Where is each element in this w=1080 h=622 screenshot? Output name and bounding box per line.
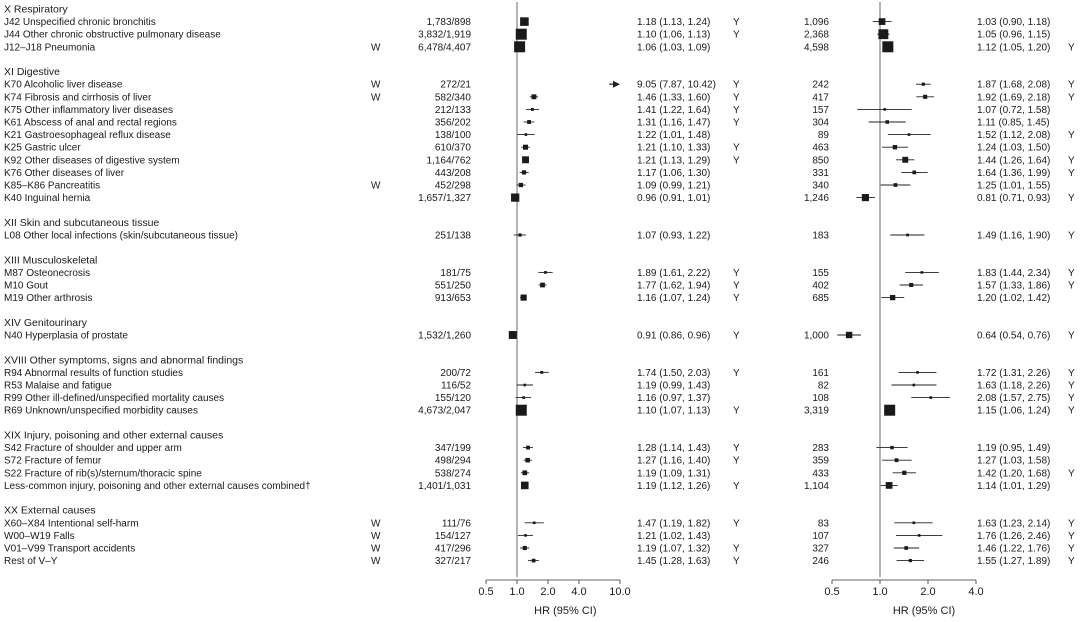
hr-ci-right: 1.27 (1.03, 1.58) [977, 455, 1051, 467]
row-label: K25 Gastric ulcer [4, 142, 81, 154]
hr-ci-left: 1.45 (1.28, 1.63) [637, 556, 711, 568]
hr-ci-left: 1.21 (1.13, 1.29) [637, 155, 711, 167]
row-label: K61 Abscess of anal and rectal regions [4, 117, 177, 129]
events-left: 610/370 [434, 142, 471, 154]
row-label: K76 Other diseases of liver [4, 167, 125, 179]
sig-flag-right: Y [1068, 405, 1075, 417]
hr-ci-left: 1.18 (1.13, 1.24) [637, 17, 711, 29]
sig-flag-left: Y [733, 29, 740, 41]
sig-flag-left: Y [733, 293, 740, 305]
events-left: 538/274 [434, 468, 471, 480]
sig-flag-right: Y [1068, 42, 1075, 54]
events-right: 4,598 [803, 42, 829, 54]
ci-arrow [613, 81, 620, 88]
events-right: 417 [812, 92, 829, 104]
hr-marker [522, 170, 526, 174]
sig-flag-left: Y [733, 280, 740, 292]
w-flag: W [371, 556, 381, 568]
sig-flag-left: Y [733, 155, 740, 167]
x-tick-label: 1.0 [872, 586, 888, 598]
events-right: 1,000 [803, 330, 829, 342]
hr-marker [918, 534, 921, 537]
hr-marker [878, 29, 888, 39]
events-right: 433 [812, 468, 829, 480]
hr-ci-right: 0.64 (0.54, 0.76) [977, 330, 1051, 342]
events-left: 138/100 [434, 130, 471, 142]
x-axis-label: HR (95% CI) [534, 605, 597, 617]
events-left: 417/296 [434, 543, 471, 555]
hr-ci-right: 1.42 (1.20, 1.68) [977, 468, 1051, 480]
hr-ci-left: 1.16 (0.97, 1.37) [637, 393, 711, 405]
hr-ci-right: 1.83 (1.44, 2.34) [977, 267, 1051, 279]
hr-ci-left: 1.89 (1.61, 2.22) [637, 267, 711, 279]
hr-ci-left: 1.47 (1.19, 1.82) [637, 518, 711, 530]
events-right: 1,246 [803, 193, 829, 205]
hr-ci-left: 1.28 (1.14, 1.43) [637, 443, 711, 455]
sig-flag-left: Y [733, 367, 740, 379]
hr-marker [886, 482, 893, 489]
events-left: 913/653 [434, 293, 471, 305]
events-left: 154/127 [434, 530, 471, 542]
sig-flag-left: Y [733, 480, 740, 492]
events-right: 82 [817, 380, 829, 392]
w-flag: W [371, 518, 381, 530]
hr-ci-left: 1.74 (1.50, 2.03) [637, 367, 711, 379]
events-right: 3,319 [803, 405, 829, 417]
hr-marker [862, 194, 869, 201]
x-tick-label: 1.0 [509, 586, 525, 598]
hr-ci-left: 1.31 (1.16, 1.47) [637, 117, 711, 129]
hr-ci-right: 1.63 (1.18, 2.26) [977, 380, 1051, 392]
sig-flag-left: Y [733, 142, 740, 154]
sig-flag-right: Y [1068, 543, 1075, 555]
hr-marker [895, 458, 899, 462]
sig-flag-right: Y [1068, 92, 1075, 104]
w-flag: W [371, 180, 381, 192]
hr-marker [890, 295, 895, 300]
events-left: 1,657/1,327 [418, 193, 471, 205]
sig-flag-left: Y [733, 405, 740, 417]
events-right: 155 [812, 267, 829, 279]
hr-ci-right: 1.52 (1.12, 2.08) [977, 130, 1051, 142]
hr-ci-left: 1.27 (1.16, 1.40) [637, 455, 711, 467]
hr-marker [922, 83, 925, 86]
hr-ci-right: 1.11 (0.85, 1.45) [977, 117, 1050, 129]
events-right: 331 [812, 167, 829, 179]
events-right: 183 [812, 230, 829, 242]
events-right: 359 [812, 455, 829, 467]
hr-marker [523, 384, 526, 387]
events-left: 272/21 [440, 79, 471, 91]
hr-ci-left: 1.16 (1.07, 1.24) [637, 293, 711, 305]
events-right: 2,368 [803, 29, 829, 41]
events-left: 4,673/2,047 [418, 405, 471, 417]
sig-flag-right: Y [1068, 518, 1075, 530]
sig-flag-right: Y [1068, 155, 1075, 167]
hr-ci-left: 0.91 (0.86, 0.96) [637, 330, 711, 342]
hr-marker [514, 41, 525, 52]
row-label: K85–K86 Pancreatitis [4, 180, 101, 192]
hr-ci-right: 1.87 (1.68, 2.08) [977, 79, 1051, 91]
hr-ci-left: 9.05 (7.87, 10.42) [637, 79, 716, 91]
events-left: 498/294 [434, 455, 471, 467]
hr-marker [518, 233, 521, 236]
hr-marker [846, 332, 852, 338]
events-left: 582/340 [434, 92, 471, 104]
events-left: 251/138 [434, 230, 471, 242]
x-tick-label: 10.0 [609, 586, 631, 598]
row-label: J44 Other chronic obstructive pulmonary disease [4, 29, 221, 41]
hr-marker [916, 371, 919, 374]
hr-ci-right: 1.57 (1.33, 1.86) [977, 280, 1051, 292]
hr-ci-left: 1.19 (1.09, 1.31) [637, 468, 711, 480]
events-right: 850 [812, 155, 829, 167]
hr-marker [531, 108, 534, 111]
hr-marker [544, 271, 547, 274]
events-right: 242 [812, 79, 829, 91]
sig-flag-right: Y [1068, 530, 1075, 542]
events-left: 452/298 [434, 180, 471, 192]
hr-marker [923, 95, 927, 99]
hr-ci-left: 1.09 (0.99, 1.21) [637, 180, 711, 192]
hr-marker [516, 29, 527, 40]
x-tick-label: 0.5 [824, 586, 840, 598]
events-left: 212/133 [434, 104, 471, 116]
hr-ci-right: 1.72 (1.31, 2.26) [977, 367, 1051, 379]
hr-ci-right: 0.81 (0.71, 0.93) [977, 193, 1051, 205]
hr-ci-right: 1.15 (1.06, 1.24) [977, 405, 1051, 417]
sig-flag-left: Y [733, 17, 740, 29]
hr-marker [912, 171, 916, 175]
row-label: Rest of V–Y [4, 556, 58, 568]
sig-flag-right: Y [1068, 79, 1075, 91]
hr-ci-left: 1.19 (1.12, 1.26) [637, 480, 711, 492]
x-axis-label: HR (95% CI) [892, 605, 956, 617]
sig-flag-left: Y [733, 455, 740, 467]
events-left: 356/202 [434, 117, 471, 129]
hr-marker [519, 183, 523, 187]
sig-flag-left: Y [733, 79, 740, 91]
hr-marker [540, 371, 543, 374]
events-right: 108 [812, 393, 829, 405]
hr-marker [524, 534, 527, 537]
row-label: R69 Unknown/unspecified morbidity causes [4, 405, 198, 417]
hr-marker [913, 522, 916, 525]
hr-marker [883, 108, 886, 111]
hr-marker [533, 522, 536, 525]
events-left: 551/250 [434, 280, 471, 292]
events-right: 463 [812, 142, 829, 154]
hr-marker [885, 120, 889, 124]
sig-flag-left: Y [733, 443, 740, 455]
sig-flag-left: Y [733, 267, 740, 279]
row-label: L08 Other local infections (skin/subcutaneous tissue) [4, 230, 239, 242]
group-title: XVIII Other symptoms, signs and abnormal findings [4, 354, 244, 367]
sig-flag-left: Y [733, 518, 740, 530]
events-right: 340 [812, 180, 829, 192]
events-left: 181/75 [440, 267, 471, 279]
w-flag: W [371, 42, 381, 54]
row-label: V01–V99 Transport accidents [4, 543, 136, 555]
sig-flag-left: Y [733, 543, 740, 555]
x-tick-label: 4.0 [968, 586, 984, 598]
hr-marker [902, 471, 906, 475]
hr-marker [879, 18, 886, 25]
sig-flag-right: Y [1068, 267, 1075, 279]
hr-marker [908, 133, 911, 136]
hr-marker [527, 120, 531, 124]
hr-marker [526, 446, 530, 450]
events-left: 347/199 [434, 443, 471, 455]
hr-marker [516, 405, 527, 416]
hr-ci-right: 1.05 (0.96, 1.15) [977, 29, 1051, 41]
sig-flag-right: Y [1068, 367, 1075, 379]
events-right: 246 [812, 556, 829, 568]
sig-flag-right: Y [1068, 230, 1075, 242]
events-left: 327/217 [434, 556, 471, 568]
sig-flag-left: Y [733, 330, 740, 342]
hr-ci-right: 1.63 (1.23, 2.14) [977, 518, 1051, 530]
hr-marker [525, 133, 528, 136]
hr-ci-right: 1.12 (1.05, 1.20) [977, 42, 1051, 54]
hr-ci-right: 1.55 (1.27, 1.89) [977, 556, 1051, 568]
events-right: 157 [812, 104, 829, 116]
hr-marker [909, 559, 912, 562]
events-left: 1,401/1,031 [418, 480, 471, 492]
hr-ci-left: 0.96 (0.91, 1.01) [637, 193, 711, 205]
group-title: XX External causes [4, 504, 96, 517]
row-label: S72 Fracture of femur [4, 455, 102, 467]
events-right: 1,096 [803, 17, 829, 29]
hr-ci-left: 1.21 (1.10, 1.33) [637, 142, 711, 154]
events-right: 107 [812, 530, 829, 542]
hr-ci-right: 1.49 (1.16, 1.90) [977, 230, 1051, 242]
events-right: 83 [817, 518, 829, 530]
sig-flag-right: Y [1068, 393, 1075, 405]
hr-ci-right: 1.20 (1.02, 1.42) [977, 293, 1051, 305]
row-label: S22 Fracture of rib(s)/sternum/thoracic spine [4, 468, 202, 480]
hr-marker [894, 183, 898, 187]
sig-flag-right: Y [1068, 330, 1075, 342]
row-label: R94 Abnormal results of function studies [4, 367, 183, 379]
row-label: J42 Unspecified chronic bronchitis [4, 17, 156, 29]
row-label: M87 Osteonecrosis [4, 267, 91, 279]
row-label: W00–W19 Falls [4, 530, 75, 542]
x-tick-label: 2.0 [540, 586, 556, 598]
w-flag: W [371, 79, 381, 91]
group-title: XIII Musculoskeletal [4, 254, 98, 267]
hr-marker [521, 482, 529, 490]
row-label: N40 Hyperplasia of prostate [4, 330, 128, 342]
hr-ci-right: 1.92 (1.69, 2.18) [977, 92, 1051, 104]
row-label: K70 Alcoholic liver disease [4, 79, 123, 91]
x-tick-label: 2.0 [920, 586, 936, 598]
sig-flag-right: Y [1068, 167, 1075, 179]
group-title: XII Skin and subcutaneous tissue [4, 216, 160, 229]
x-tick-label: 4.0 [571, 586, 587, 598]
events-right: 89 [817, 130, 829, 142]
sig-flag-right: Y [1068, 468, 1075, 480]
hr-ci-left: 1.17 (1.06, 1.30) [637, 167, 711, 179]
sig-flag-right: Y [1068, 280, 1075, 292]
row-label: R53 Malaise and fatigue [4, 380, 112, 392]
w-flag: W [371, 543, 381, 555]
hr-ci-right: 1.14 (1.01, 1.29) [977, 480, 1051, 492]
sig-flag-left: Y [733, 556, 740, 568]
hr-marker [909, 283, 913, 287]
sig-flag-left: Y [733, 104, 740, 116]
events-left: 1,164/762 [426, 155, 471, 167]
hr-ci-left: 1.19 (1.07, 1.32) [637, 543, 711, 555]
row-label: K75 Other inflammatory liver diseases [4, 104, 173, 116]
hr-ci-right: 1.44 (1.26, 1.64) [977, 155, 1051, 167]
row-label: K21 Gastroesophageal reflux disease [4, 130, 171, 142]
hr-marker [523, 145, 528, 150]
hr-ci-right: 1.46 (1.22, 1.76) [977, 543, 1051, 555]
group-title: XIX Injury, poisoning and other external causes [4, 429, 224, 442]
events-right: 402 [812, 280, 829, 292]
row-label: M10 Gout [4, 280, 48, 292]
events-right: 1,104 [803, 480, 829, 492]
hr-ci-left: 1.06 (1.03, 1.09) [637, 42, 711, 54]
hr-ci-left: 1.22 (1.01, 1.48) [637, 130, 711, 142]
hr-ci-left: 1.19 (0.99, 1.43) [637, 380, 711, 392]
group-title: XIV Genitourinary [4, 316, 87, 329]
hr-marker [531, 94, 536, 99]
hr-ci-left: 1.41 (1.22, 1.64) [637, 104, 711, 116]
events-right: 327 [812, 543, 829, 555]
events-left: 155/120 [434, 393, 471, 405]
hr-marker [540, 283, 545, 288]
hr-marker [522, 396, 525, 399]
events-left: 6,478/4,407 [418, 42, 471, 54]
row-label: X60–X84 Intentional self-harm [4, 518, 139, 530]
hr-ci-right: 1.07 (0.72, 1.58) [977, 104, 1051, 116]
sig-flag-right: Y [1068, 130, 1075, 142]
hr-marker [522, 470, 527, 475]
hr-ci-left: 1.46 (1.33, 1.60) [637, 92, 711, 104]
hr-ci-left: 1.21 (1.02, 1.43) [637, 530, 711, 542]
hr-marker [929, 396, 932, 399]
hr-ci-right: 1.76 (1.26, 2.46) [977, 530, 1051, 542]
sig-flag-left: Y [733, 117, 740, 129]
hr-marker [913, 384, 916, 387]
row-label: M19 Other arthrosis [4, 293, 93, 305]
hr-ci-right: 1.25 (1.01, 1.55) [977, 180, 1051, 192]
hr-marker [522, 156, 529, 163]
events-left: 1,783/898 [426, 17, 471, 29]
events-left: 1,532/1,260 [418, 330, 471, 342]
row-label: R99 Other ill-defined/unspecified mortality causes [4, 393, 225, 405]
events-right: 283 [812, 443, 829, 455]
events-right: 161 [812, 367, 829, 379]
hr-marker [520, 17, 529, 26]
row-label: S42 Fracture of shoulder and upper arm [4, 443, 182, 455]
hr-marker [893, 145, 897, 149]
hr-marker [521, 295, 527, 301]
sig-flag-left: Y [733, 92, 740, 104]
hr-ci-right: 1.19 (0.95, 1.49) [977, 443, 1051, 455]
hr-ci-left: 1.10 (1.06, 1.13) [637, 29, 711, 41]
hr-marker [884, 405, 895, 416]
row-label: Less-common injury, poisoning and other external causes combined† [4, 480, 311, 492]
x-tick-label: 0.5 [478, 586, 494, 598]
hr-marker [523, 546, 527, 550]
hr-marker [509, 331, 517, 339]
events-left: 3,832/1,919 [418, 29, 471, 41]
sig-flag-right: Y [1068, 556, 1075, 568]
hr-marker [906, 234, 909, 237]
hr-ci-right: 2.08 (1.57, 2.75) [977, 393, 1051, 405]
hr-ci-right: 1.64 (1.36, 1.99) [977, 167, 1051, 179]
hr-marker [890, 446, 893, 449]
hr-marker [525, 458, 530, 463]
w-flag: W [371, 92, 381, 104]
group-title: X Respiratory [4, 3, 68, 16]
hr-marker [921, 271, 924, 274]
events-left: 116/52 [441, 380, 471, 392]
events-left: 111/76 [441, 518, 471, 530]
events-right: 685 [812, 293, 829, 305]
sig-flag-right: Y [1068, 380, 1075, 392]
hr-ci-left: 1.77 (1.62, 1.94) [637, 280, 711, 292]
hr-marker [902, 157, 908, 163]
hr-ci-right: 1.03 (0.90, 1.18) [977, 17, 1051, 29]
hr-ci-left: 1.07 (0.93, 1.22) [637, 230, 711, 242]
hr-ci-right: 1.24 (1.03, 1.50) [977, 142, 1051, 154]
hr-marker [511, 193, 519, 201]
events-right: 304 [812, 117, 829, 129]
hr-marker [532, 559, 536, 563]
row-label: J12–J18 Pneumonia [4, 42, 96, 54]
events-left: 200/72 [440, 367, 471, 379]
row-label: K40 Inguinal hernia [4, 193, 91, 205]
group-title: XI Digestive [4, 66, 61, 79]
row-label: K74 Fibrosis and cirrhosis of liver [4, 92, 152, 104]
sig-flag-right: Y [1068, 193, 1075, 205]
hr-marker [904, 546, 908, 550]
events-left: 443/208 [434, 167, 471, 179]
row-label: K92 Other diseases of digestive system [4, 155, 180, 167]
hr-ci-left: 1.10 (1.07, 1.13) [637, 405, 711, 417]
w-flag: W [371, 530, 381, 542]
hr-marker [882, 41, 893, 52]
